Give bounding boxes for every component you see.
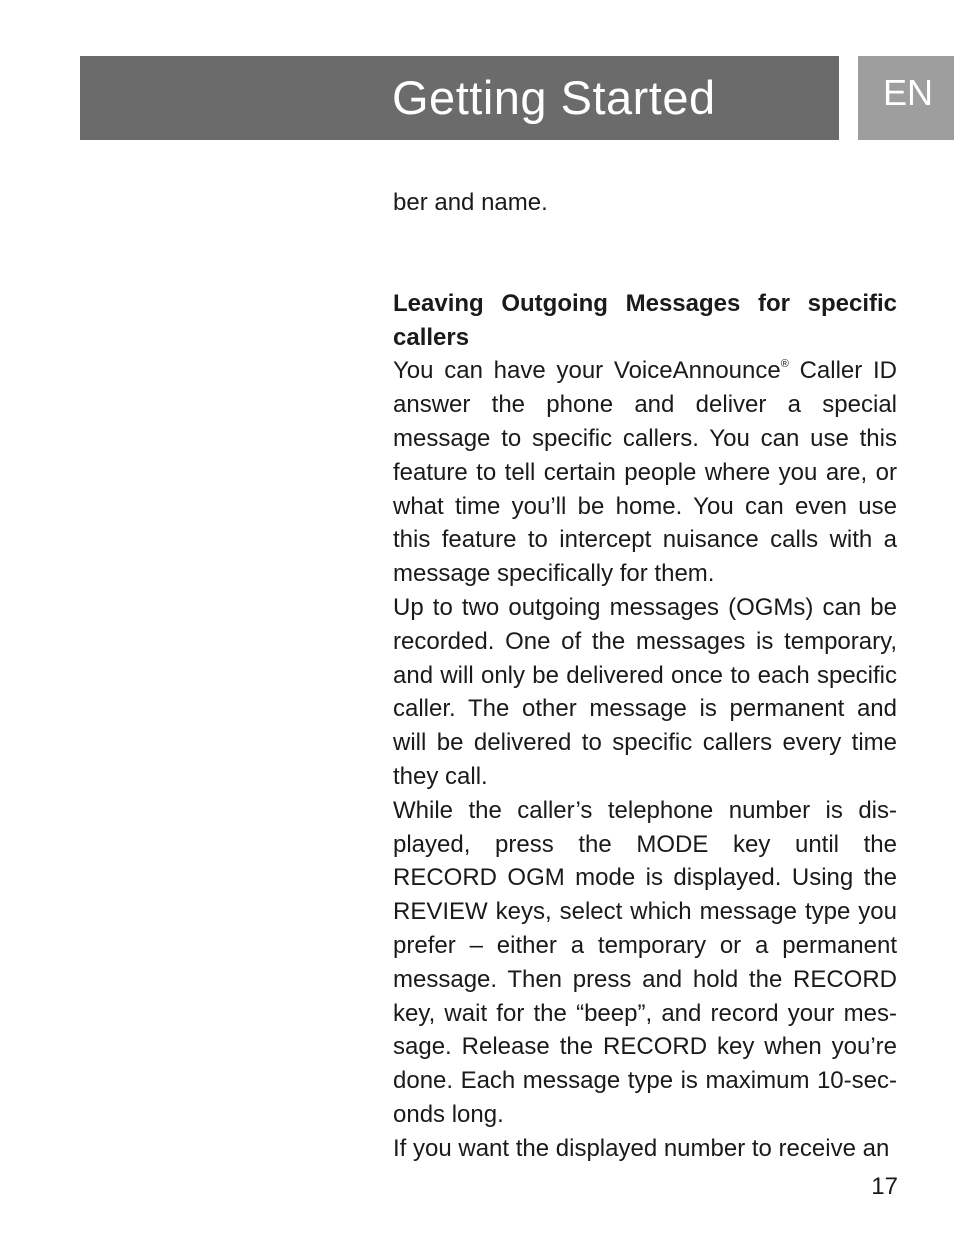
paragraph-ogm-types: Up to two outgoing messages (OGMs) can be recorded. One of the messages is temporary, and will only be delivered once to each specific caller. The other message is permanent and will be delivered to specific callers every time they call. <box>393 593 897 790</box>
body-text <box>393 186 897 1166</box>
language-tab <box>858 56 954 140</box>
language-label: EN <box>883 72 934 113</box>
paragraph-intro-rest: Caller ID answer the phone and deliver a special message to specific callers. You can use this feature to tell certain people where you are, or what time you’ll be home. You can even use this feature to intercept nuisance calls with a message specifically for them. <box>393 357 897 588</box>
paragraph-intro-start: You can have your VoiceAnnounce <box>393 357 781 385</box>
paragraph-recording-steps: While the caller’s telephone number is dis-played, press the MODE key until the RECORD OGM mode is displayed. Using the REVIEW keys, select which message type you prefer – either a temporary or a permanent message. Then press and hold the RECORD key, wait for the “beep”, and record your mes-sage. Release the RECORD key when you’re done. Each message type is maximum 10-sec-onds long. <box>393 796 897 1128</box>
page-title: Getting Started <box>392 71 716 124</box>
section-heading: Leaving Outgoing Messages for specific callers <box>393 289 897 351</box>
continued-text: ber and name. <box>393 189 548 216</box>
registered-mark: ® <box>780 358 789 371</box>
paragraph-continued: If you want the displayed number to receive an <box>393 1134 890 1162</box>
paragraph-intro <box>393 354 897 591</box>
page-number: 17 <box>871 1173 898 1200</box>
header-bar <box>80 56 839 140</box>
